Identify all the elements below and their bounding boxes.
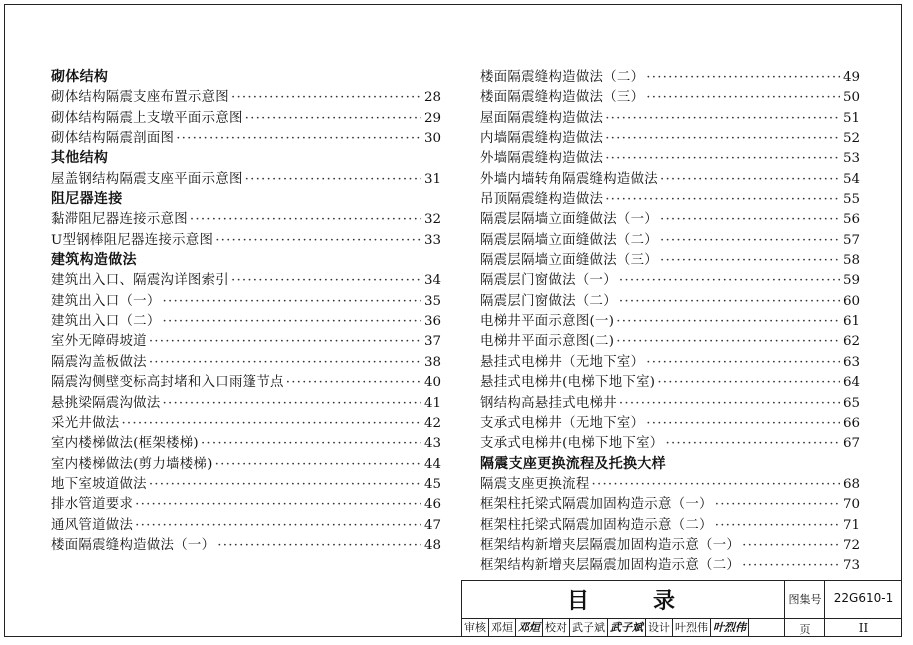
dot-leader xyxy=(149,334,421,349)
atlas-number-label: 图集号 xyxy=(788,593,822,606)
toc-entry-label: 电梯井平面示意图(一) xyxy=(480,314,615,330)
dot-leader xyxy=(646,70,840,85)
toc-entry-page: 57 xyxy=(842,232,860,248)
toc-entry-label: U型钢棒阻尼器连接示意图 xyxy=(51,232,214,248)
toc-entry-page: 56 xyxy=(842,212,860,228)
dot-leader xyxy=(176,131,421,146)
toc-entry xyxy=(480,269,860,289)
toc-entry xyxy=(51,534,441,554)
toc-entry xyxy=(480,249,860,269)
toc-entry xyxy=(51,392,441,412)
toc-entry-label: 楼面隔震缝构造做法（三） xyxy=(480,90,645,106)
toc-entry xyxy=(480,168,860,188)
toc-entry xyxy=(480,66,860,86)
dot-leader xyxy=(616,334,840,349)
toc-entry-page: 46 xyxy=(423,497,441,513)
toc-entry xyxy=(51,229,441,249)
toc-entry-label: 楼面隔震缝构造做法（二） xyxy=(480,70,645,85)
toc-entry-label: 砌体结构隔震上支墩平面示意图 xyxy=(51,110,243,126)
dot-leader xyxy=(231,90,421,105)
toc-entry-page: 71 xyxy=(842,517,860,533)
toc-entry-page: 52 xyxy=(842,131,860,147)
toc-entry xyxy=(51,351,441,371)
dot-leader xyxy=(245,111,421,126)
toc-entry xyxy=(480,432,860,452)
toc-entry-page: 35 xyxy=(423,293,441,309)
toc-entry xyxy=(480,493,860,513)
toc-entry xyxy=(51,412,441,432)
toc-entry-label: 阻尼器连接 xyxy=(51,191,123,208)
toc-entry xyxy=(480,290,860,310)
toc-section-heading xyxy=(480,453,860,473)
toc-entry xyxy=(51,86,441,106)
toc-entry xyxy=(480,554,860,574)
toc-entry-page: 41 xyxy=(423,395,441,411)
dot-leader xyxy=(215,457,421,472)
toc-entry-page: 67 xyxy=(842,436,860,452)
reviewer-signature: 邓烜 xyxy=(516,619,543,636)
toc-section-heading xyxy=(51,66,441,86)
toc-entry xyxy=(480,86,860,106)
toc-entry-page: 28 xyxy=(423,90,441,106)
toc-entry-page: 38 xyxy=(423,354,441,370)
toc-entry-label: 框架结构新增夹层隔震加固构造示意（二） xyxy=(480,558,741,574)
toc-entry xyxy=(51,127,441,147)
toc-entry xyxy=(480,188,860,208)
toc-entry-page: 48 xyxy=(423,537,441,553)
toc-entry-label: 隔震沟侧壁变标高封堵和入口雨篷节点 xyxy=(51,375,284,391)
toc-entry-label: 支承式电梯井(电梯下地下室） xyxy=(480,436,664,452)
title-char-2: 录 xyxy=(653,588,680,614)
toc-entry-page: 30 xyxy=(423,131,441,147)
toc-entry-page: 34 xyxy=(423,273,441,289)
toc-entry-label: 框架柱托梁式隔震加固构造示意（二） xyxy=(480,517,713,533)
toc-entry xyxy=(480,351,860,371)
toc-entry-page: 29 xyxy=(423,110,441,126)
dot-leader xyxy=(163,294,421,309)
toc-entry-label: 电梯井平面示意图(二) xyxy=(480,334,615,350)
dot-leader xyxy=(149,477,421,492)
toc-entry-label: 室外无障碍坡道 xyxy=(51,334,147,350)
toc-entry-label: 钢结构高悬挂式电梯井 xyxy=(480,395,617,411)
toc-entry-label: 建筑出入口（二） xyxy=(51,314,161,330)
toc-entry xyxy=(51,330,441,350)
toc-entry-page: 49 xyxy=(842,70,860,85)
signature-row xyxy=(462,619,784,636)
dot-leader xyxy=(605,131,840,146)
toc-entry-label: 支承式电梯井（无地下室） xyxy=(480,415,645,431)
design-label: 设计 xyxy=(646,619,673,636)
toc-entry-page: 50 xyxy=(842,90,860,106)
toc-entry-page: 62 xyxy=(842,334,860,350)
atlas-number-value: 22G610-1 xyxy=(833,591,894,605)
dot-leader xyxy=(619,273,840,288)
toc-entry-page: 63 xyxy=(842,354,860,370)
toc-entry-label: 采光井做法 xyxy=(51,415,120,431)
toc-entry-label: 排水管道要求 xyxy=(51,497,134,513)
check-label: 校对 xyxy=(543,619,570,636)
toc-entry-label: 砌体结构 xyxy=(51,69,109,85)
toc-entry-page: 66 xyxy=(842,415,860,431)
dot-leader xyxy=(149,355,421,370)
toc-entry-page: 42 xyxy=(423,415,441,431)
toc-entry xyxy=(51,371,441,391)
dot-leader xyxy=(163,396,421,411)
dot-leader xyxy=(660,253,840,268)
toc-entry-page: 65 xyxy=(842,395,860,411)
toc-entry xyxy=(51,453,441,473)
toc-entry xyxy=(480,147,860,167)
reviewer-name: 邓烜 xyxy=(489,619,516,636)
designer-signature: 叶烈伟 xyxy=(711,619,749,636)
toc-entry-page: 73 xyxy=(842,558,860,574)
toc-entry-label: 屋盖钢结构隔震支座平面示意图 xyxy=(51,171,243,187)
dot-leader xyxy=(646,416,840,431)
toc-entry xyxy=(480,127,860,147)
toc-entry-page: 31 xyxy=(423,171,441,187)
toc-entry-page: 68 xyxy=(842,476,860,492)
dot-leader xyxy=(666,436,840,451)
dot-leader xyxy=(231,273,421,288)
toc-entry-page: 44 xyxy=(423,456,441,472)
toc-entry-page: 45 xyxy=(423,476,441,492)
toc-section-heading xyxy=(51,188,441,208)
dot-leader xyxy=(605,192,840,207)
toc-entry-label: 隔震沟盖板做法 xyxy=(51,354,147,370)
toc-entry-label: 室内楼梯做法(剪力墙楼梯) xyxy=(51,456,213,472)
dot-leader xyxy=(135,497,421,512)
dot-leader xyxy=(619,294,840,309)
dot-leader xyxy=(619,396,840,411)
toc-entry-page: 72 xyxy=(842,537,860,553)
toc-entry-page: 43 xyxy=(423,436,441,452)
dot-leader xyxy=(163,314,421,329)
toc-entry-label: 吊顶隔震缝构造做法 xyxy=(480,192,604,208)
toc-entry xyxy=(51,432,441,452)
toc-entry-page: 61 xyxy=(842,314,860,330)
dot-leader xyxy=(201,436,421,451)
title-block xyxy=(461,580,902,637)
dot-leader xyxy=(215,233,421,248)
toc-entry xyxy=(51,269,441,289)
toc-entry-page: 36 xyxy=(423,314,441,330)
toc-entry xyxy=(51,107,441,127)
dot-leader xyxy=(660,212,840,227)
dot-leader xyxy=(660,233,840,248)
toc-entry-label: 悬挂式电梯井（无地下室） xyxy=(480,354,645,370)
dot-leader xyxy=(286,375,421,390)
dot-leader xyxy=(742,538,840,553)
toc-entry-label: 室内楼梯做法(框架楼梯) xyxy=(51,436,199,452)
toc-entry-label: 建筑构造做法 xyxy=(51,252,137,269)
toc-entry xyxy=(480,534,860,554)
toc-entry-label: 隔震层隔墙立面缝做法（三） xyxy=(480,253,658,269)
toc-entry-label: 地下室坡道做法 xyxy=(51,476,147,492)
toc-entry-label: 黏滞阻尼器连接示意图 xyxy=(51,212,188,228)
toc-entry xyxy=(51,310,441,330)
dot-leader xyxy=(592,477,840,492)
designer-name: 叶烈伟 xyxy=(673,619,711,636)
toc-entry-page: 37 xyxy=(423,334,441,350)
toc-entry-page: 53 xyxy=(842,151,860,167)
dot-leader xyxy=(657,375,840,390)
toc-entry xyxy=(51,168,441,188)
toc-section-heading xyxy=(51,249,441,269)
dot-leader xyxy=(742,558,840,573)
toc-left-column xyxy=(51,66,441,554)
toc-entry-page: 60 xyxy=(842,293,860,309)
toc-entry-page: 70 xyxy=(842,497,860,513)
toc-entry xyxy=(480,208,860,228)
toc-entry xyxy=(480,330,860,350)
dot-leader xyxy=(217,538,421,553)
dot-leader xyxy=(616,314,840,329)
toc-entry-label: 隔震支座更换流程 xyxy=(480,476,590,492)
toc-entry xyxy=(480,371,860,391)
toc-entry-label: 框架柱托梁式隔震加固构造示意（一） xyxy=(480,497,713,513)
page-label: 页 xyxy=(799,623,811,636)
toc-entry xyxy=(480,514,860,534)
dot-leader xyxy=(660,172,840,187)
toc-entry xyxy=(480,473,860,493)
checker-name: 武子斌 xyxy=(570,619,608,636)
dot-leader xyxy=(646,355,840,370)
dot-leader xyxy=(715,518,840,533)
toc-right-column xyxy=(480,66,860,575)
page-number: II xyxy=(858,621,869,635)
toc-entry-label: 砌体结构隔震支座布置示意图 xyxy=(51,90,229,106)
dot-leader xyxy=(190,212,421,227)
toc-entry xyxy=(480,310,860,330)
checker-signature: 武子斌 xyxy=(608,619,646,636)
toc-entry-label: 通风管道做法 xyxy=(51,517,134,533)
toc-entry-page: 32 xyxy=(423,212,441,228)
toc-entry-page: 47 xyxy=(423,517,441,533)
toc-entry-label: 隔震层隔墙立面缝做法（二） xyxy=(480,232,658,248)
toc-entry-label: 建筑出入口、隔震沟详图索引 xyxy=(51,273,229,289)
toc-entry-page: 54 xyxy=(842,171,860,187)
review-label: 审核 xyxy=(462,619,489,636)
toc-entry-label: 外墙隔震缝构造做法 xyxy=(480,151,604,167)
toc-entry xyxy=(51,290,441,310)
toc-entry-label: 内墙隔震缝构造做法 xyxy=(480,131,604,147)
toc-entry-page: 51 xyxy=(842,110,860,126)
toc-entry xyxy=(51,473,441,493)
toc-entry-label: 建筑出入口（一） xyxy=(51,293,161,309)
dot-leader xyxy=(121,416,421,431)
toc-entry xyxy=(51,514,441,534)
toc-entry-label: 隔震支座更换流程及托换大样 xyxy=(480,455,666,472)
toc-entry xyxy=(480,229,860,249)
dot-leader xyxy=(715,497,840,512)
toc-entry-label: 隔震层门窗做法（二） xyxy=(480,293,617,309)
toc-entry xyxy=(51,208,441,228)
toc-entry-page: 59 xyxy=(842,273,860,289)
toc-entry xyxy=(480,107,860,127)
toc-entry-label: 楼面隔震缝构造做法（一） xyxy=(51,537,216,553)
toc-entry xyxy=(51,493,441,513)
title-char-1: 目 xyxy=(566,588,593,614)
dot-leader xyxy=(135,518,421,533)
title-block-title xyxy=(462,581,784,618)
toc-entry xyxy=(480,392,860,412)
toc-entry-label: 悬挂式电梯井(电梯下地下室) xyxy=(480,375,656,391)
toc-entry-label: 隔震层门窗做法（一） xyxy=(480,273,617,289)
toc-entry-page: 64 xyxy=(842,375,860,391)
dot-leader xyxy=(646,90,840,105)
dot-leader xyxy=(605,151,840,166)
dot-leader xyxy=(245,172,421,187)
toc-entry-label: 框架结构新增夹层隔震加固构造示意（一） xyxy=(480,537,741,553)
toc-entry xyxy=(480,412,860,432)
toc-section-heading xyxy=(51,147,441,167)
toc-entry-label: 砌体结构隔震剖面图 xyxy=(51,131,175,147)
toc-entry-page: 55 xyxy=(842,192,860,208)
toc-entry-page: 33 xyxy=(423,232,441,248)
toc-entry-page: 40 xyxy=(423,375,441,391)
toc-entry-label: 外墙内墙转角隔震缝构造做法 xyxy=(480,171,658,187)
toc-entry-label: 悬挑梁隔震沟做法 xyxy=(51,395,161,411)
toc-entry-label: 屋面隔震缝构造做法 xyxy=(480,110,604,126)
toc-entry-page: 58 xyxy=(842,253,860,269)
dot-leader xyxy=(605,111,840,126)
toc-entry-label: 隔震层隔墙立面缝做法（一） xyxy=(480,212,658,228)
toc-entry-label: 其他结构 xyxy=(51,150,109,167)
